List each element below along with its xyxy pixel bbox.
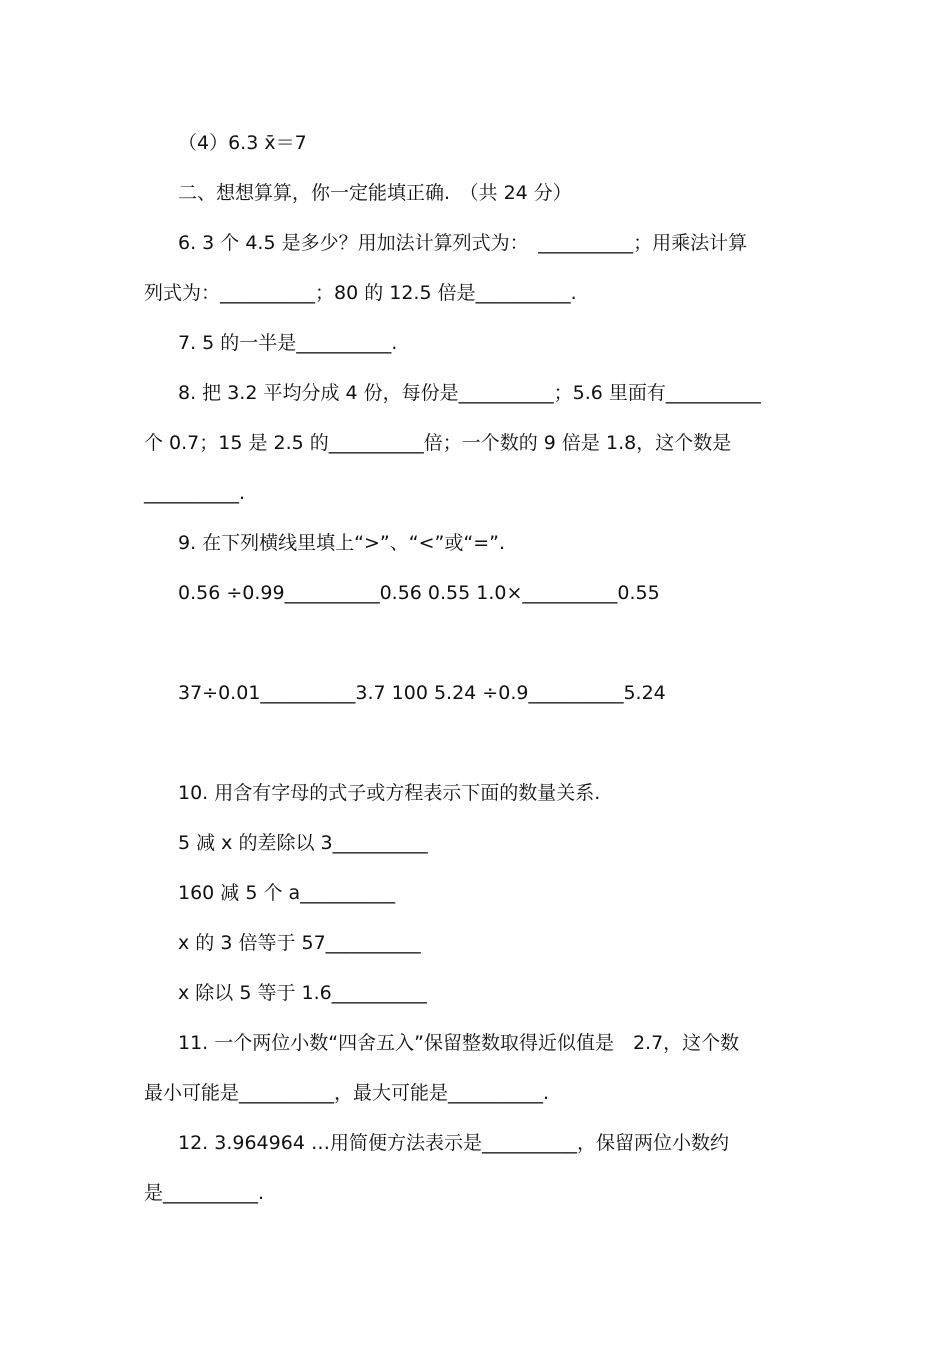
question-11-line-1: 11. 一个两位小数“四舍五入”保留整数取得近似值是 2.7，这个数: [178, 1032, 740, 1054]
equation-4: （4）6.3 x̄＝7: [178, 132, 307, 154]
question-9-heading: 9. 在下列横线里填上“>”、“<”或“=”.: [178, 532, 506, 554]
question-10-heading: 10. 用含有字母的式子或方程表示下面的数量关系.: [178, 782, 601, 804]
question-10-item-4: x 除以 5 等于 1.6__________: [178, 982, 427, 1004]
question-10-item-3: x 的 3 倍等于 57__________: [178, 932, 421, 954]
question-10-item-2: 160 减 5 个 a__________: [178, 882, 396, 904]
section-two-heading: 二、想想算算，你一定能填正确. （共 24 分）: [178, 182, 572, 204]
question-6-line-2: 列式为：__________；80 的 12.5 倍是__________.: [144, 282, 577, 304]
question-9-row-2: 37÷0.01__________3.7 100 5.24 ÷0.9__________5.24: [178, 682, 666, 704]
question-8-line-2: 个 0.7；15 是 2.5 的__________倍；一个数的 9 倍是 1.8，这个数是: [144, 432, 732, 454]
question-9-row-1: 0.56 ÷0.99__________0.56 0.55 1.0×__________0.55: [178, 582, 660, 604]
question-8-line-1: 8. 把 3.2 平均分成 4 份，每份是__________；5.6 里面有__________: [178, 382, 761, 404]
question-12-line-1: 12. 3.964964 …用简便方法表示是__________，保留两位小数约: [178, 1132, 729, 1154]
question-8-line-3: __________.: [144, 482, 246, 504]
question-11-line-2: 最小可能是__________，最大可能是__________.: [144, 1082, 550, 1104]
question-10-item-1: 5 减 x 的差除以 3__________: [178, 832, 428, 854]
question-7: 7. 5 的一半是__________.: [178, 332, 398, 354]
question-12-line-2: 是__________.: [144, 1182, 265, 1204]
question-6-line-1: 6. 3 个 4.5 是多少？用加法计算列式为： __________；用乘法计算: [178, 232, 748, 254]
